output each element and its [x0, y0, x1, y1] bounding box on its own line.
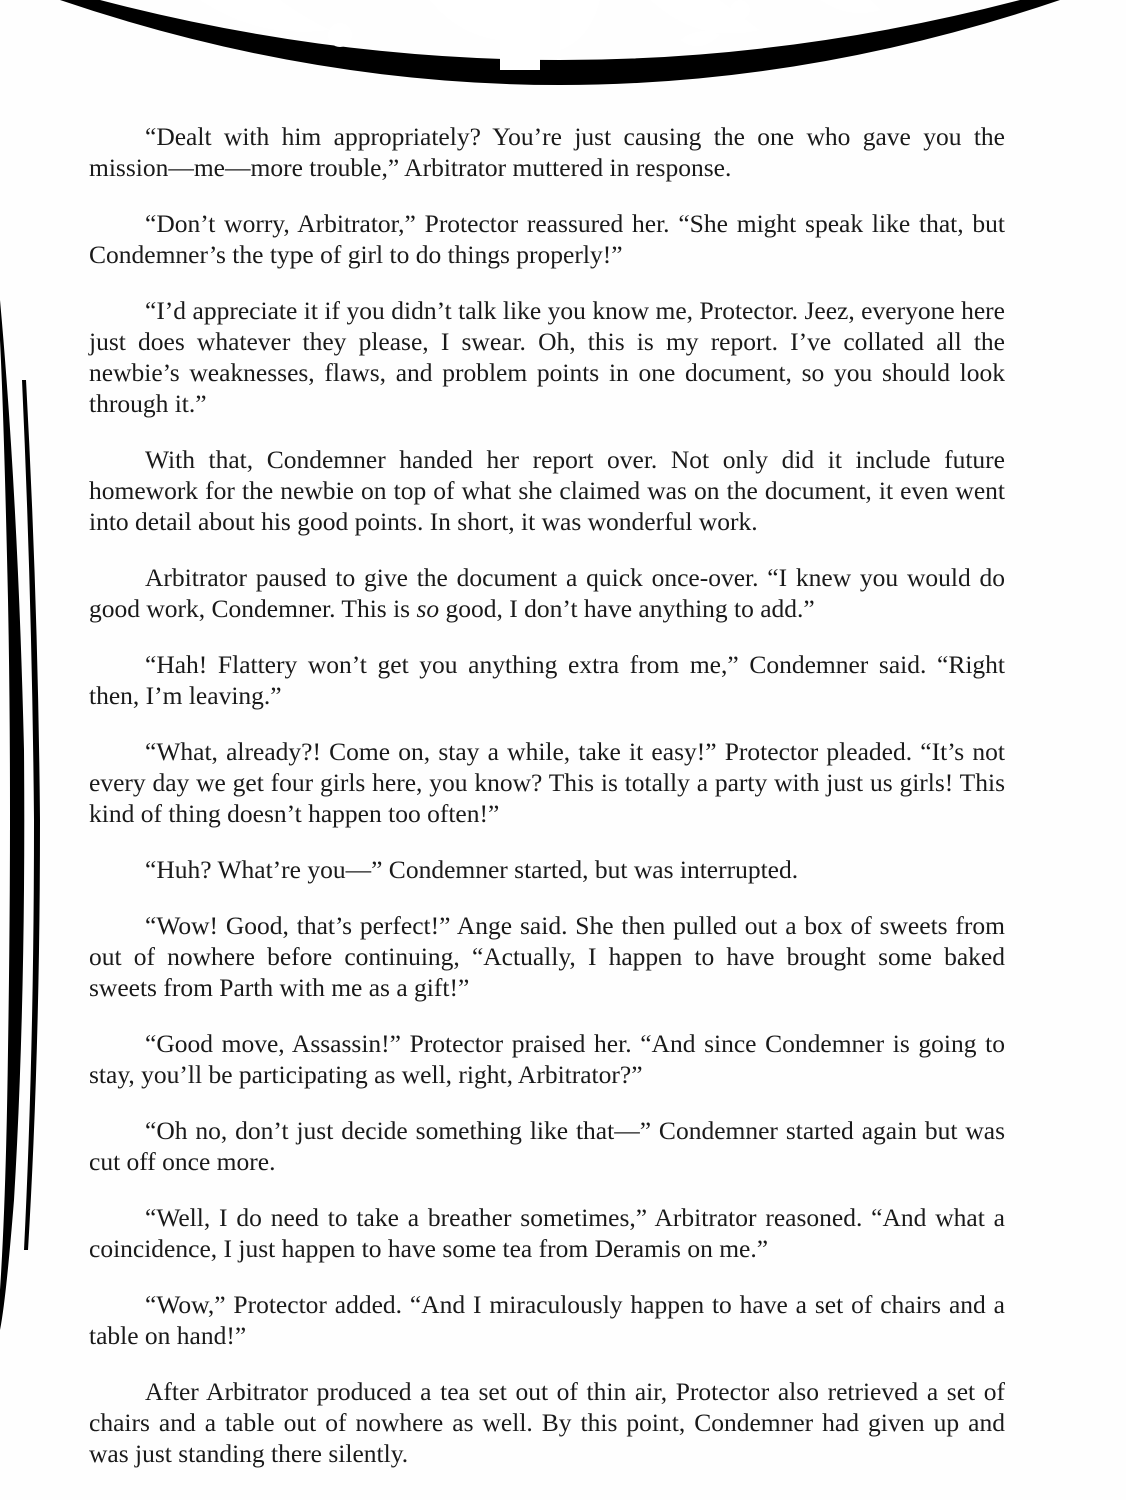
- paragraph: “Dealt with him appropriately? You’re just causing the one who gave you the mission—me—more trouble,” Arbitrator muttered in response.: [89, 122, 1005, 182]
- body-text: [89, 121, 1005, 1469]
- paragraph: “Well, I do need to take a breather sometimes,” Arbitrator reasoned. “And what a coincidence, I just happen to have some tea from Deramis on me.”: [89, 1203, 1005, 1263]
- paragraph: [89, 562, 1005, 624]
- paragraph: After Arbitrator produced a tea set out of thin air, Protector also retrieved a set of chairs and a table out of nowhere as well. By this point, Condemner had given up and was just standing there silently.: [89, 1377, 1005, 1468]
- paragraph: With that, Condemner handed her report over. Not only did it include future homework for the newbie on top of what she claimed was on the document, it even went into detail about his good points. In short, it was wonderful work.: [89, 445, 1005, 536]
- paragraph-text: good, I don’t have anything to add.”: [439, 594, 815, 623]
- paragraph: “Oh no, don’t just decide something like that—” Condemner started again but was cut off once more.: [89, 1116, 1005, 1176]
- paragraph: “Good move, Assassin!” Protector praised her. “And since Condemner is going to stay, you’ll be participating as well, right, Arbitrator?”: [89, 1029, 1005, 1089]
- paragraph: “What, already?! Come on, stay a while, take it easy!” Protector pleaded. “It’s not every day we get four girls here, you know? This is totally a party with just us girls! This kind of thing doesn’t happen too often!”: [89, 737, 1005, 828]
- emphasis-text: so: [416, 594, 440, 623]
- paragraph: “Wow,” Protector added. “And I miraculously happen to have a set of chairs and a table on hand!”: [89, 1290, 1005, 1350]
- paragraph: “Huh? What’re you—” Condemner started, but was interrupted.: [145, 855, 799, 884]
- paragraph: “Wow! Good, that’s perfect!” Ange said. She then pulled out a box of sweets from out of nowhere before continuing, “Actually, I happen to have brought some baked sweets from Parth with me as a gift!”: [89, 911, 1005, 1002]
- paragraph: “Hah! Flattery won’t get you anything extra from me,” Condemner said. “Right then, I’m leaving.”: [89, 650, 1005, 710]
- paragraph: “I’d appreciate it if you didn’t talk like you know me, Protector. Jeez, everyone here just does whatever they please, I swear. Oh, this is my report. I’ve collated all the newbie’s weaknesses, flaws, and problem points in one document, so you should look through it.”: [89, 296, 1005, 418]
- paragraph-text: Arbitrator paused to give the document a quick once-over. “I knew you would do good work, Condemner. This is: [89, 563, 1005, 623]
- paragraph: “Don’t worry, Arbitrator,” Protector reassured her. “She might speak like that, but Condemner’s the type of girl to do things properly!”: [89, 209, 1005, 269]
